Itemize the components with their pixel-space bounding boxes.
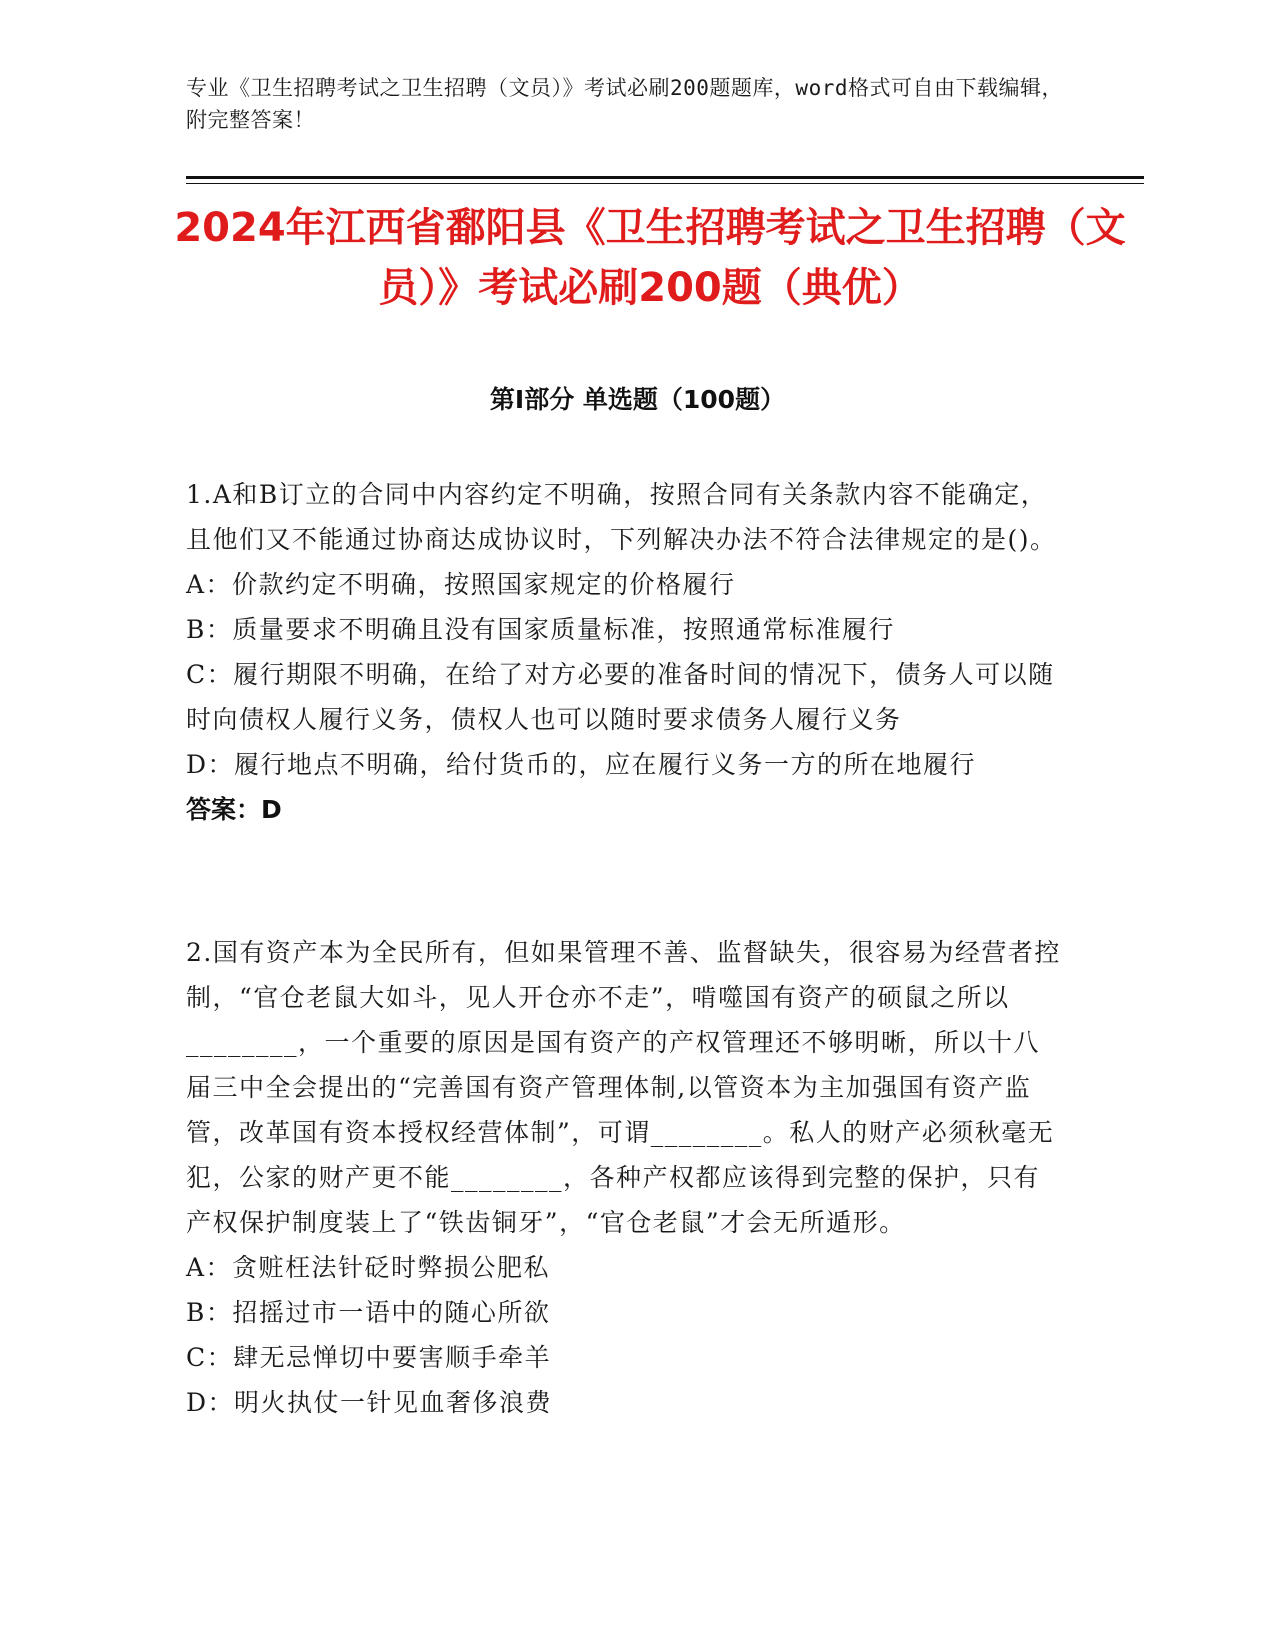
option-b: B：质量要求不明确且没有国家质量标准，按照通常标准履行 [186, 615, 895, 644]
option-a: A：贪赃枉法针砭时弊损公肥私 [186, 1253, 551, 1282]
option-c: C：肆无忌惮切中要害顺手牵羊 [186, 1343, 552, 1372]
answer-label: 答案：D [186, 795, 282, 824]
question-2 [186, 930, 1066, 1425]
option-d: D：履行地点不明确，给付货币的，应在履行义务一方的所在地履行 [186, 750, 977, 779]
header-rule-thick [186, 176, 1144, 179]
option-a: A：价款约定不明确，按照国家规定的价格履行 [186, 570, 736, 599]
option-b: B：招摇过市一语中的随心所欲 [186, 1298, 551, 1327]
header-rule-thin [186, 183, 1144, 184]
section-heading: 第I部分 单选题（100题） [489, 385, 786, 414]
header-note: 专业《卫生招聘考试之卫生招聘（文员）》考试必刷200题题库，word格式可自由下载编辑，附完整答案！ [186, 76, 1063, 132]
question-text: 1.A和B订立的合同中内容约定不明确，按照合同有关条款内容不能确定，且他们又不能通过协商达成协议时，下列解决办法不符合法律规定的是()。 [186, 480, 1057, 554]
option-c: C：履行期限不明确，在给了对方必要的准备时间的情况下，债务人可以随时向债权人履行义务，债权人也可以随时要求债务人履行义务 [186, 660, 1055, 734]
document-title: 2024年江西省鄱阳县《卫生招聘考试之卫生招聘（文员）》考试必刷200题（典优） [174, 205, 1126, 311]
question-1 [186, 472, 1066, 832]
question-text: 2.国有资产本为全民所有，但如果管理不善、监督缺失，很容易为经营者控制，“官仓老鼠大如斗，见人开仓亦不走”，啃噬国有资产的硕鼠之所以________，一个重要的原因是国有资产的产权管理还不够明晰，所以十八届三中全会提出的“完善国有资产管理体制,以管资本为主加强国有资产监管，改革国有资本授权经营体制”，可谓________。私人的财产必须秋毫无犯，公家的财产更不能________，各种产权都应该得到完整的保护，只有产权保护制度装上了“铁齿铜牙”，“官仓老鼠”才会无所遁形。 [186, 938, 1061, 1237]
option-d: D：明火执仗一针见血奢侈浪费 [186, 1388, 553, 1417]
